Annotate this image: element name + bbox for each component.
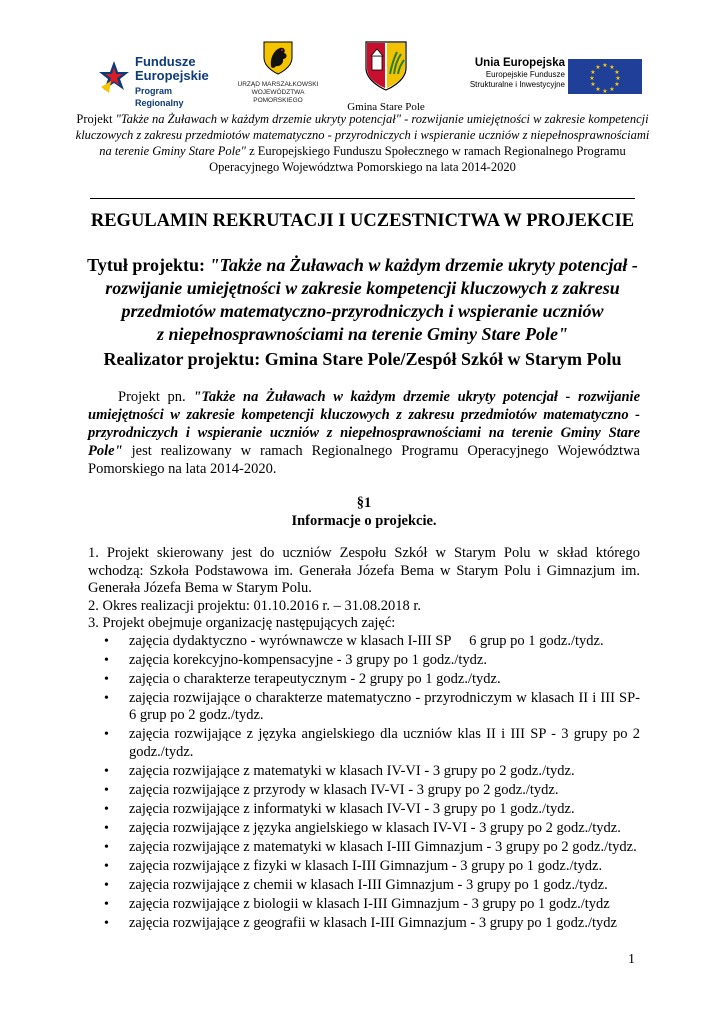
project-title-line2: rozwijanie umiejętności w zakresie kompetencji kluczowych z zakresu bbox=[105, 278, 620, 298]
list-item: • zajęcia rozwijające z matematyki w klasach IV-VI - 3 grupy po 2 godz./tydz. bbox=[88, 763, 640, 780]
svg-text:★: ★ bbox=[602, 62, 608, 69]
gmina-label: Gmina Stare Pole bbox=[347, 101, 425, 113]
intro-title: "Także na Żuławach w każdym drzemie ukryty potencjał - rozwijanie umiejętności w zakresie kompetencji kluczowych z zakresu przedmiotów matematyczno - przyrodniczych i wspieranie uczniów z niepełnosprawnościami na terenie Gminy Stare Pole" bbox=[88, 389, 641, 459]
page-number: 1 bbox=[628, 952, 635, 967]
list-item: • zajęcia rozwijające z fizyki w klasach I-III Gimnazjum - 3 grupy po 1 godz./tydz. bbox=[88, 858, 640, 875]
list-item: • zajęcia rozwijające z języka angielskiego dla uczniów klas II i III SP - 3 grupy po 2 godz./tydz. bbox=[88, 726, 640, 761]
svg-text:★: ★ bbox=[602, 88, 608, 94]
header-project-name: "Także na Żuławach w każdym drzemie ukryty potencjał" - rozwijanie umiejętności w zakresie kompetencji kluczowych z zakresu przedmiotów matematyczno - przyrodniczych i wspieranie uczniów z niepełnosprawnościami na terenie Gminy Stare Pole" bbox=[75, 112, 650, 158]
list-item: • zajęcia korekcyjno-kompensacyjne - 3 grupy po 1 godz./tydz. bbox=[88, 652, 640, 669]
ue-line1: Unia Europejska bbox=[474, 57, 565, 69]
ue-line3: Strukturalne i Inwestycyjne bbox=[469, 80, 565, 89]
section-number: §1 bbox=[356, 495, 372, 511]
svg-text:★: ★ bbox=[615, 75, 621, 82]
list-item: • zajęcia rozwijające z biologii w klasach I-III Gimnazjum - 3 grupy po 1 godz./tydz bbox=[88, 896, 640, 913]
svg-text:★: ★ bbox=[595, 86, 601, 93]
activities-list bbox=[88, 633, 640, 932]
document-title: REGULAMIN REKRUTACJI I UCZESTNICTWA W PROJEKCIE bbox=[90, 211, 635, 231]
svg-text:★: ★ bbox=[589, 75, 595, 82]
list-item: • zajęcia rozwijające z geografii w klasach I-III Gimnazjum - 3 grupy po 1 godz./tydz bbox=[88, 915, 640, 932]
intro-suffix: jest realizowany w ramach Regionalnego Programu Operacyjnego Województwa Pomorskiego na lata 2014-2020. bbox=[88, 443, 640, 477]
gmina-coat-of-arms-icon bbox=[364, 40, 408, 92]
pomorskie-line1: URZĄD MARSZAŁKOWSKI bbox=[237, 81, 319, 88]
svg-text:★: ★ bbox=[609, 86, 615, 93]
project-title-label: Tytuł projektu: bbox=[87, 255, 205, 275]
fundusze-text bbox=[135, 55, 217, 109]
list-item: • zajęcia rozwijające z informatyki w klasach IV-VI - 3 grupy po 1 godz./tydz. bbox=[88, 801, 640, 818]
fundusze-line3: Program Regionalny bbox=[135, 86, 184, 108]
header-project-suffix: z Europejskiego Funduszu Społecznego w ramach Regionalnego Programu Operacyjnego Województwa Pomorskiego na lata 2014-2020 bbox=[209, 144, 626, 174]
list-item: • zajęcia rozwijające z języka angielskiego w klasach IV-VI - 3 grupy po 2 godz./tydz. bbox=[88, 820, 640, 837]
ue-line2: Europejskie Fundusze bbox=[485, 70, 565, 79]
pomorskie-line2: WOJEWÓDZTWA POMORSKIEGO bbox=[251, 89, 305, 104]
fundusze-line1: Fundusze bbox=[135, 54, 196, 69]
project-title-line1: "Także na Żuławach w każdym drzemie ukryty potencjał - bbox=[209, 255, 638, 275]
gmina-stare-pole-logo bbox=[336, 40, 436, 113]
unia-europejska-logo bbox=[465, 57, 645, 97]
pomorskie-logo bbox=[231, 40, 325, 110]
header-project-prefix: Projekt bbox=[76, 112, 113, 126]
section-title: Informacje o projekcie. bbox=[291, 513, 437, 529]
section-points bbox=[88, 545, 640, 934]
header-divider bbox=[90, 198, 635, 199]
project-title-line4: z niepełnosprawnościami na terenie Gminy Stare Pole" bbox=[156, 324, 568, 344]
point-3: 3. Projekt obejmuje organizację następujących zajęć: bbox=[88, 615, 396, 632]
svg-text:★: ★ bbox=[595, 64, 601, 71]
fundusze-line2: Europejskie bbox=[135, 68, 209, 83]
intro-prefix: Projekt pn. bbox=[118, 389, 186, 405]
project-title-line3: przedmiotów matematyczno-przyrodniczych i wspieranie uczniów bbox=[121, 301, 604, 321]
list-item: • zajęcia o charakterze terapeutycznym - 2 grupy po 1 godz./tydz. bbox=[88, 671, 640, 688]
point-2: 2. Okres realizacji projektu: 01.10.2016 r. – 31.08.2018 r. bbox=[88, 597, 422, 614]
header-project-description bbox=[72, 111, 653, 175]
intro-paragraph bbox=[88, 388, 640, 478]
point-1: 1. Projekt skierowany jest do uczniów Zespołu Szkół w Starym Polu w skład którego wchodzą: Szkoła Podstawowa im. Generała Józefa Bema w Starym Polu i Gimnazjum im. Generała Józefa Bema w Starym Polu. bbox=[88, 545, 640, 597]
eu-flag-icon bbox=[568, 59, 642, 94]
project-realizator: Realizator projektu: Gmina Stare Pole/Zespół Szkół w Starym Polu bbox=[103, 349, 622, 369]
list-item: • zajęcia dydaktyczno - wyrównawcze w klasach I-III SP 6 grup po 1 godz./tydz. bbox=[88, 633, 640, 650]
list-item: • zajęcia rozwijające z chemii w klasach I-III Gimnazjum - 3 grupy po 1 godz./tydz. bbox=[88, 877, 640, 894]
list-item: • zajęcia rozwijające z przyrody w klasach IV-VI - 3 grupy po 2 godz./tydz. bbox=[88, 782, 640, 799]
svg-text:★: ★ bbox=[614, 81, 620, 88]
svg-text:★: ★ bbox=[590, 81, 596, 88]
list-item: • zajęcia rozwijające o charakterze matematyczno - przyrodniczym w klasach II i III SP- 6 grup po 2 godz./tydz. bbox=[88, 690, 640, 725]
griffin-shield-icon bbox=[262, 40, 294, 76]
project-title bbox=[84, 254, 641, 346]
svg-text:★: ★ bbox=[614, 69, 620, 76]
list-item: • zajęcia rozwijające z matematyki w klasach I-III Gimnazjum - 3 grupy po 2 godz./tydz. bbox=[88, 839, 640, 856]
svg-text:★: ★ bbox=[609, 64, 615, 71]
svg-text:★: ★ bbox=[590, 69, 596, 76]
fundusze-europejskie-logo bbox=[97, 54, 217, 108]
fundusze-star-icon bbox=[97, 57, 131, 97]
